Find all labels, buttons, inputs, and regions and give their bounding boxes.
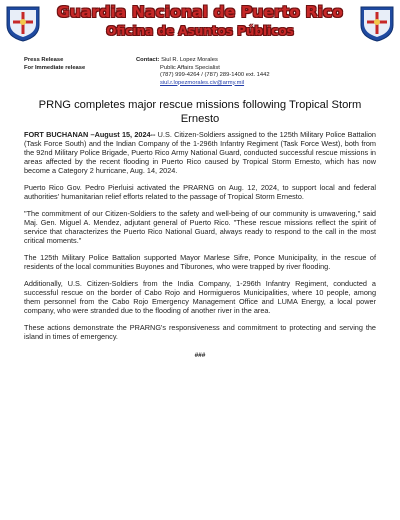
contact-title: Public Affairs Specialist (160, 64, 220, 71)
guard-shield-logo-left (4, 3, 42, 43)
press-release-headline: PRNG completes major rescue missions following Tropical Storm Ernesto (38, 99, 362, 125)
paragraph-2: Puerto Rico Gov. Pedro Pierluisi activated the PRARNG on Aug. 12, 2024, to support local and federal authorities' humanitarian relief efforts related to the passage of Tropical Storm Ernesto. (24, 183, 376, 201)
header-banner (0, 0, 400, 46)
contact-email-link[interactable]: siul.r.lopezmorales.civ@army.mil (160, 79, 245, 86)
release-label (24, 57, 85, 72)
paragraph-6: These actions demonstrate the PRARNG's responsiveness and commitment to protecting and serving the island in times of emergency. (24, 323, 376, 341)
contact-name: Siul R. Lopez Morales (161, 57, 218, 63)
end-mark: ### (194, 352, 206, 359)
contact-block (136, 57, 270, 87)
contact-label: Contact: (136, 57, 160, 63)
press-release-body (24, 130, 376, 360)
paragraph-4: The 125th Military Police Battalion supported Mayor Marlese Sifre, Ponce Municipality, in the rescue of residents of the local communities Buyones and Tiburones, who were trapped by river flooding. (24, 253, 376, 271)
agency-title: Guardia Nacional de Puerto Rico (56, 3, 344, 21)
release-line-2: For Immediate release (24, 64, 86, 71)
paragraph-3: "The commitment of our Citizen-Soldiers to the safety and well-being of our community is unwavering," said Maj. Gen. Miguel A. Mendez, adjutant general of Puerto Rico. "These rescue missions reflect the spirit of service that characterizes the Puerto Rico National Guard, always ready to respond to the call in the most critical moments." (24, 209, 376, 245)
guard-shield-logo-right (358, 3, 396, 43)
release-line-1: Press Release (24, 57, 64, 63)
dateline: FORT BUCHANAN –August 15, 2024-- (24, 130, 156, 139)
paragraph-5: Additionally, U.S. Citizen-Soldiers from the India Company, 1-296th Infantry Regiment, conducted a successful rescue on the border of Cabo Rojo and Hormigueros Municipalities, where 10 people, among them personnel from the Cabo Rojo Emergency Management Office and LUMA Energy, a local power company, who were stranded due to the flooding of another river in the area. (24, 279, 376, 315)
paragraph-1-text: U.S. Citizen-Soldiers assigned to the 125th Military Police Battalion (Task Force South) and the Indian Company of the 1-296th Infantry Regiment (Task Force West), both from the 92nd Military Police Brigade, Puerto Rico Army National Guard, conducted successful rescue missions in areas affected by the recent flooding in Puerto Rico caused by Tropical Storm Ernesto, which has now become a Category 2 hurricane, Aug. 14, 2024. (24, 130, 376, 175)
office-subtitle: Oficina de Asuntos Públicos (106, 24, 294, 38)
contact-phone: (787) 999-4264 / (787) 289-1400 ext. 1442 (160, 72, 270, 78)
paragraph-1 (24, 130, 376, 175)
